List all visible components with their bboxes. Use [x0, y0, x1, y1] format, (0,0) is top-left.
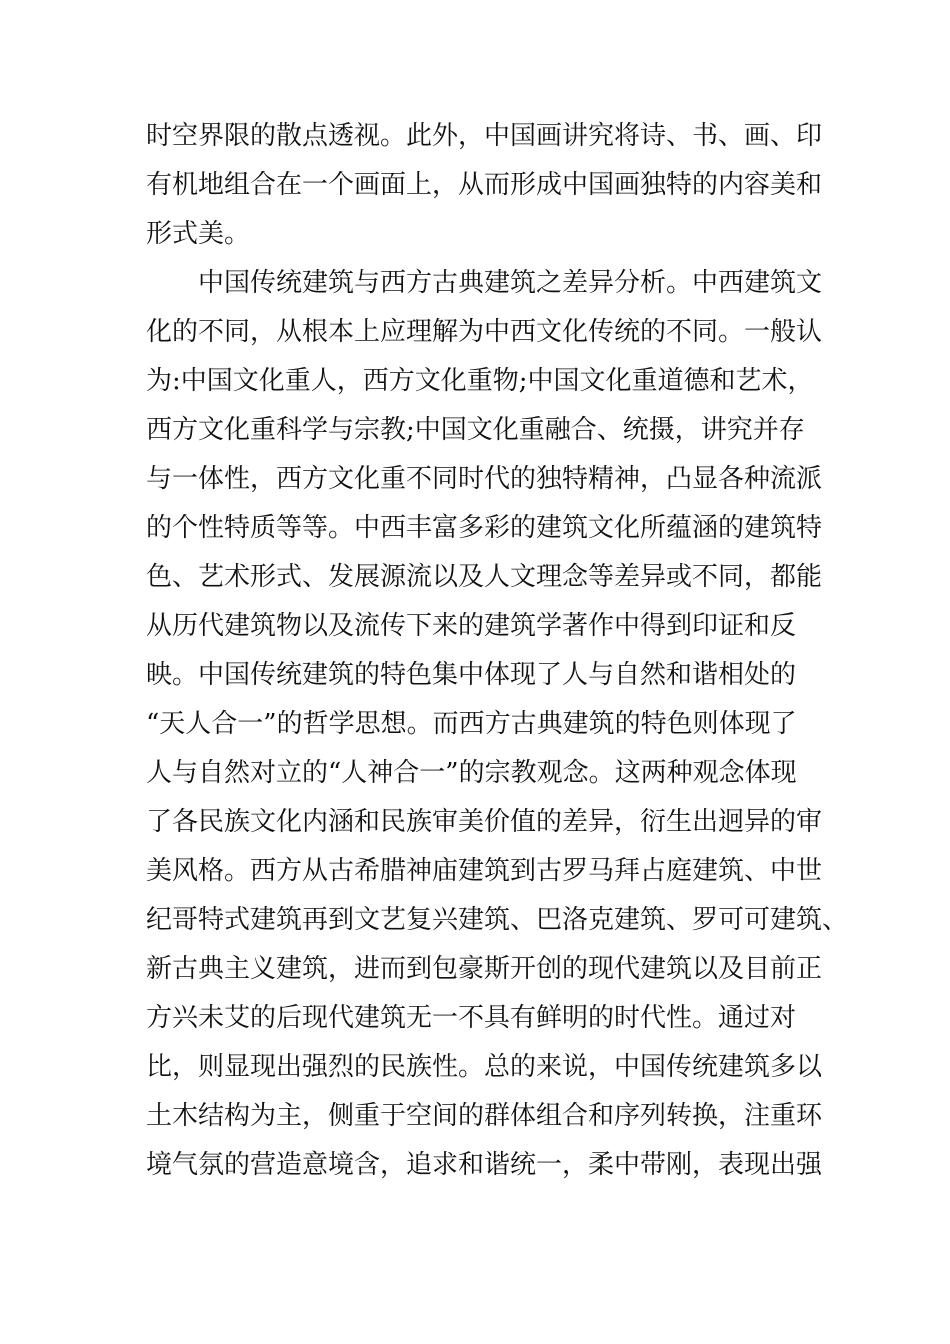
body-text [146, 112, 849, 1190]
text-line: 时空界限的散点透视。此外，中国画讲究将诗、书、画、印 [146, 121, 823, 151]
text-line: “天人合一”的哲学思想。而西方古典建筑的特色则体现了 [146, 709, 797, 739]
text-line: 美风格。西方从古希腊神庙建筑到古罗马拜占庭建筑、中世 [146, 856, 823, 886]
text-line: 有机地组合在一个画面上，从而形成中国画独特的内容美和 [146, 170, 823, 200]
text-line: 中国传统建筑与西方古典建筑之差异分析。中西建筑文 [198, 268, 823, 298]
text-line: 为:中国文化重人，西方文化重物;中国文化重道德和艺术， [146, 366, 814, 396]
text-line: 映。中国传统建筑的特色集中体现了人与自然和谐相处的 [146, 660, 797, 690]
text-line: 新古典主义建筑，进而到包豪斯开创的现代建筑以及目前正 [146, 954, 823, 984]
text-line: 的个性特质等等。中西丰富多彩的建筑文化所蕴涵的建筑特 [146, 513, 823, 543]
text-line: 纪哥特式建筑再到文艺复兴建筑、巴洛克建筑、罗可可建筑、 [146, 905, 849, 935]
text-line: 方兴未艾的后现代建筑无一不具有鲜明的时代性。通过对 [146, 1003, 797, 1033]
text-line: 形式美。 [146, 219, 251, 249]
text-line: 土木结构为主，侧重于空间的群体组合和序列转换，注重环 [146, 1101, 823, 1131]
paragraph-1 [146, 112, 823, 259]
text-line: 化的不同，从根本上应理解为中西文化传统的不同。一般认 [146, 317, 823, 347]
text-line: 色、艺术形式、发展源流以及人文理念等差异或不同，都能 [146, 562, 823, 592]
text-line: 与一体性，西方文化重不同时代的独特精神，凸显各种流派 [146, 464, 823, 494]
text-line: 从历代建筑物以及流传下来的建筑学著作中得到印证和反 [146, 611, 797, 641]
text-line: 境气氛的营造意境含，追求和谐统一，柔中带刚，表现出强 [146, 1150, 823, 1180]
paragraph-2 [146, 259, 849, 1190]
text-line: 人与自然对立的“人神合一”的宗教观念。这两种观念体现 [146, 758, 797, 788]
text-line: 了各民族文化内涵和民族审美价值的差异，衍生出迥异的审 [146, 807, 823, 837]
text-line: 比，则显现出强烈的民族性。总的来说，中国传统建筑多以 [146, 1052, 823, 1082]
text-line: 西方文化重科学与宗教;中国文化重融合、统摄，讲究并存 [146, 415, 805, 445]
